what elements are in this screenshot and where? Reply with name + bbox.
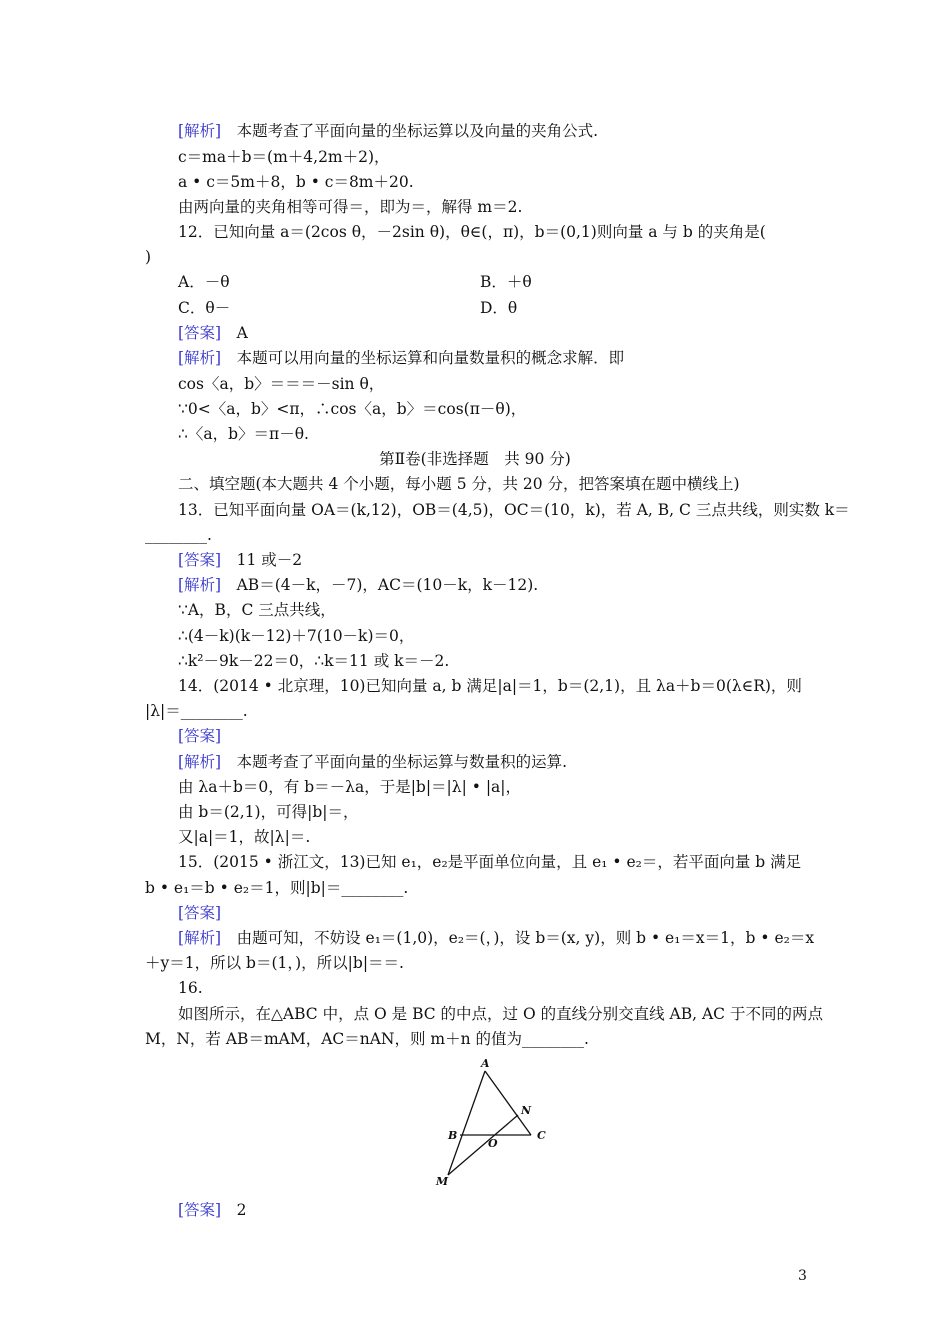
line-text: 又|a|＝1，故|λ|＝. [178, 828, 311, 846]
line-text: 本题可以用向量的坐标运算和向量数量积的概念求解．即 [221, 349, 625, 367]
line-text: ________. [145, 526, 212, 544]
text-line [178, 373, 384, 395]
section-title: 第Ⅱ卷(非选择题 共 90 分) [379, 450, 571, 468]
line-text: ) [145, 248, 152, 266]
line-text: 由 b＝(2,1)，可得|b|＝， [178, 803, 359, 821]
label-b: B [448, 1129, 458, 1142]
line-text: ∵0<〈a，b〉<π，∴cos〈a，b〉＝cos(π－θ)， [178, 400, 527, 418]
text-line [178, 146, 390, 168]
line-text: AB＝(4－k，－7)，AC＝(10－k，k－12). [221, 576, 539, 594]
line-text: 15．(2015 • 浙江文，13)已知 e₁，e₂是平面单位向量，且 e₁ • e₂＝，若平面向量 b 满足 [178, 853, 802, 871]
line-text: 如图所示，在△ABC 中，点 O 是 BC 的中点，过 O 的直线分别交直线 AB, AC 于不同的两点 [178, 1005, 823, 1023]
text-line [145, 952, 404, 974]
analysis-label: [解析] [178, 576, 222, 594]
answer-label: [答案] [178, 904, 222, 922]
text-line [178, 801, 358, 823]
answer-label: [答案] [178, 551, 222, 569]
choice-b: B．＋θ [480, 273, 532, 291]
question-16-number [178, 977, 203, 999]
text-line [178, 826, 310, 848]
line-text: b • e₁＝b • e₂＝1，则|b|＝________. [145, 879, 409, 897]
segment-ac [485, 1071, 531, 1135]
analysis-line [178, 347, 624, 369]
answer-line [178, 902, 221, 924]
question-13 [178, 499, 850, 521]
text-line [178, 196, 522, 218]
line-text: ∴〈a，b〉＝π－θ. [178, 425, 309, 443]
text-line [178, 650, 449, 672]
line-text: a • c＝5m＋8，b • c＝8m＋20. [178, 173, 414, 191]
line-text: 本题考查了平面向量的坐标运算以及向量的夹角公式. [221, 122, 599, 140]
analysis-line [178, 574, 538, 596]
question-14 [178, 675, 802, 697]
analysis-line [178, 927, 814, 949]
line-text: 13．已知平面向量 OA＝(k,12)，OB＝(4,5)，OC＝(10，k)，若 A, B, C 三点共线，则实数 k＝ [178, 501, 850, 519]
answer-label: [答案] [178, 1201, 222, 1219]
answer-label: [答案] [178, 324, 222, 342]
text-line [145, 1028, 589, 1050]
text-line [178, 171, 414, 193]
triangle-figure [430, 1055, 560, 1190]
line-text: 14．(2014 • 北京理，10)已知向量 a, b 满足|a|＝1，b＝(2,1)，且 λa＋b＝0(λ∈R)，则 [178, 677, 802, 695]
answer-line [178, 1199, 246, 1221]
analysis-label: [解析] [178, 122, 222, 140]
choice-c: C．θ－ [178, 299, 231, 317]
line-text: |λ|＝________. [145, 702, 248, 720]
line-text: 2 [221, 1201, 247, 1219]
text-line [145, 524, 212, 546]
analysis-label: [解析] [178, 929, 222, 947]
question-12 [178, 221, 766, 243]
page-number: 3 [798, 1268, 807, 1284]
section-instructions [178, 473, 740, 495]
label-a: A [481, 1057, 490, 1070]
text-line [178, 423, 309, 445]
text-line [178, 398, 526, 420]
answer-label: [答案] [178, 727, 222, 745]
line-text: 由题可知，不妨设 e₁＝(1,0)，e₂＝(，)，设 b＝(x, y)，则 b • e₁＝x＝1，b • e₂＝x [221, 929, 815, 947]
line-text: 16. [178, 979, 203, 997]
line-text: 由 λa＋b＝0，有 b＝－λa，于是|b|＝|λ| • |a|， [178, 778, 522, 796]
line-text: 本题考查了平面向量的坐标运算与数量积的运算. [221, 753, 568, 771]
analysis-label: [解析] [178, 349, 222, 367]
text-line [145, 877, 408, 899]
choice-a: A．－θ [178, 273, 230, 291]
line-text: ＋y＝1，所以 b＝(1，)，所以|b|＝＝. [145, 954, 404, 972]
line-text: 由两向量的夹角相等可得＝，即为＝，解得 m＝2. [178, 198, 523, 216]
line-text: ∴k²－9k－22＝0，∴k＝11 或 k＝－2. [178, 652, 450, 670]
choice-d: D．θ [480, 299, 518, 317]
analysis-line [178, 751, 567, 773]
label-c: C [537, 1129, 546, 1142]
label-o: O [488, 1137, 498, 1150]
analysis-label: [解析] [178, 753, 222, 771]
line-text: 二、填空题(本大题共 4 个小题，每小题 5 分，共 20 分，把答案填在题中横线上) [178, 475, 740, 493]
question-15 [178, 851, 801, 873]
line-text: ∴(4－k)(k－12)＋7(10－k)＝0， [178, 627, 415, 645]
line-text: 12．已知向量 a＝(2cos θ，－2sin θ)，θ∈(，π)，b＝(0,1)则向量 a 与 b 的夹角是( [178, 223, 766, 241]
text-line [145, 700, 248, 722]
text-line [145, 246, 151, 268]
text-line [178, 625, 414, 647]
text-line [178, 599, 336, 621]
line-text: ∵A，B，C 三点共线， [178, 601, 336, 619]
answer-line [178, 322, 248, 344]
analysis-line [178, 120, 598, 142]
line-text: cos〈a，b〉＝＝＝－sin θ， [178, 375, 385, 393]
line-text: M，N，若 AB＝mAM，AC＝nAN，则 m＋n 的值为________. [145, 1030, 589, 1048]
line-text: c＝ma＋b＝(m＋4,2m＋2)， [178, 148, 390, 166]
answer-line [178, 725, 221, 747]
line-text: 11 或－2 [221, 551, 303, 569]
label-m: M [436, 1175, 449, 1188]
text-line [178, 776, 521, 798]
answer-line [178, 549, 302, 571]
question-16 [178, 1003, 823, 1025]
line-text: A [221, 324, 248, 342]
label-n: N [521, 1104, 532, 1117]
